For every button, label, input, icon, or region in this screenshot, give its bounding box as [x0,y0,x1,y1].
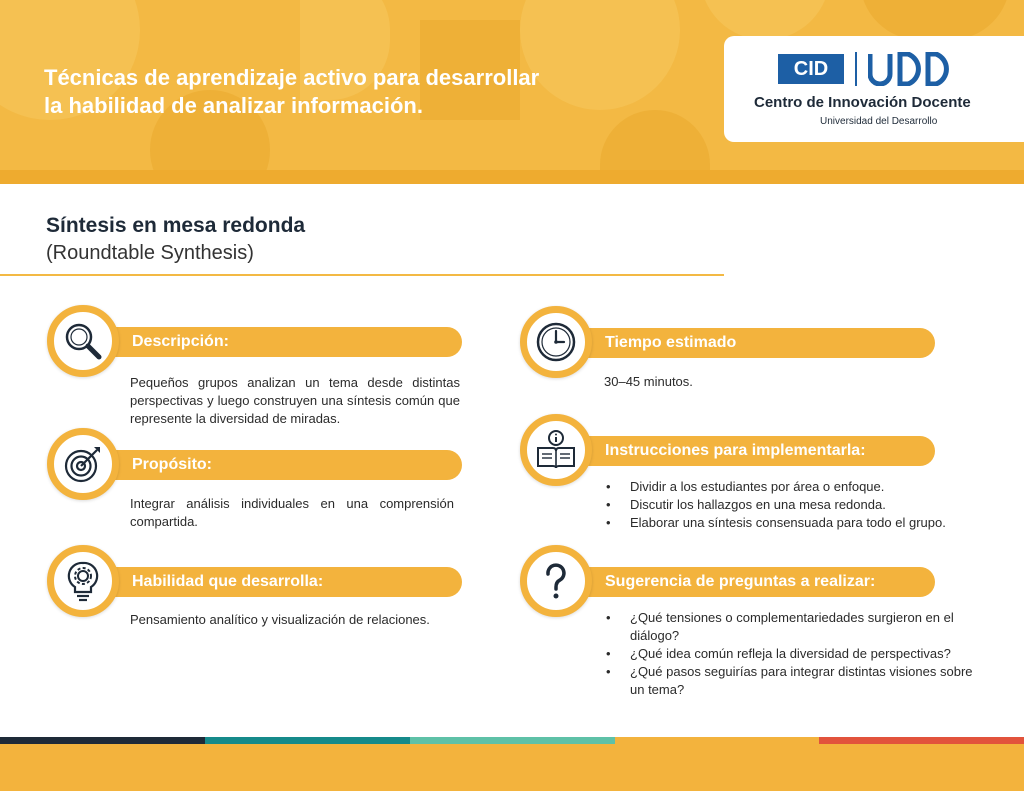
descripcion-icon-circle [47,305,119,377]
question-mark-icon [534,559,578,603]
habilidad-icon-circle [47,545,119,617]
header-band [0,170,1024,184]
header-decoration [860,0,1010,40]
logo-separator [855,52,857,86]
proposito-text: Integrar análisis individuales en una comprensión compartida. [130,496,454,529]
instrucciones-list [604,478,984,532]
footer-stripes [0,737,1024,744]
stripe-yellow [615,737,819,744]
list-item: • ¿Qué pasos seguirías para integrar distintas visiones sobre un tema? [604,663,982,699]
stripe-green [410,737,615,744]
preguntas-heading: Sugerencia de preguntas a realizar: [557,567,935,597]
page-title: Técnicas de aprendizaje activo para desarrollar la habilidad de analizar información. [44,65,540,118]
instrucciones-icon-circle [520,414,592,486]
stripe-teal [205,737,410,744]
preguntas-list [604,609,982,699]
list-item: • Elaborar una síntesis consensuada para todo el grupo. [604,514,984,532]
tiempo-heading: Tiempo estimado [557,328,935,358]
clock-icon [534,320,578,364]
technique-title: Síntesis en mesa redonda [46,214,306,237]
proposito-icon-circle [47,428,119,500]
target-icon [61,442,105,486]
center-name: Centro de Innovación Docente [754,94,971,111]
lightbulb-gear-icon [61,559,105,603]
technique-subtitle: (Roundtable Synthesis) [46,242,254,264]
university-name: Universidad del Desarrollo [820,116,938,127]
tiempo-text: 30–45 minutos. [604,374,693,389]
descripcion-heading: Descripción: [84,327,462,357]
cid-logo: CID [778,54,844,84]
header-decoration [700,0,830,40]
list-item: • ¿Qué tensiones o complementariedades surgieron en el diálogo? [604,609,982,645]
stripe-red [819,737,1024,744]
habilidad-heading: Habilidad que desarrolla: [84,567,462,597]
udd-logo [868,52,960,86]
stripe-navy [0,737,205,744]
magnifier-icon [61,319,105,363]
tiempo-icon-circle [520,306,592,378]
list-item: • Discutir los hallazgos en una mesa redonda. [604,496,984,514]
habilidad-text: Pensamiento analítico y visualización de relaciones. [130,612,430,627]
instrucciones-heading: Instrucciones para implementarla: [557,436,935,466]
section-divider [0,274,724,276]
book-info-icon [534,428,578,472]
logo-card [724,36,1024,142]
descripcion-text: Pequeños grupos analizan un tema desde distintas perspectivas y luego construyen una síntesis común que represente la diversidad de miradas. [130,375,460,426]
list-item: • Dividir a los estudiantes por área o enfoque. [604,478,984,496]
list-item: • ¿Qué idea común refleja la diversidad de perspectivas? [604,645,982,663]
proposito-heading: Propósito: [84,450,462,480]
preguntas-icon-circle [520,545,592,617]
footer-band [0,744,1024,791]
